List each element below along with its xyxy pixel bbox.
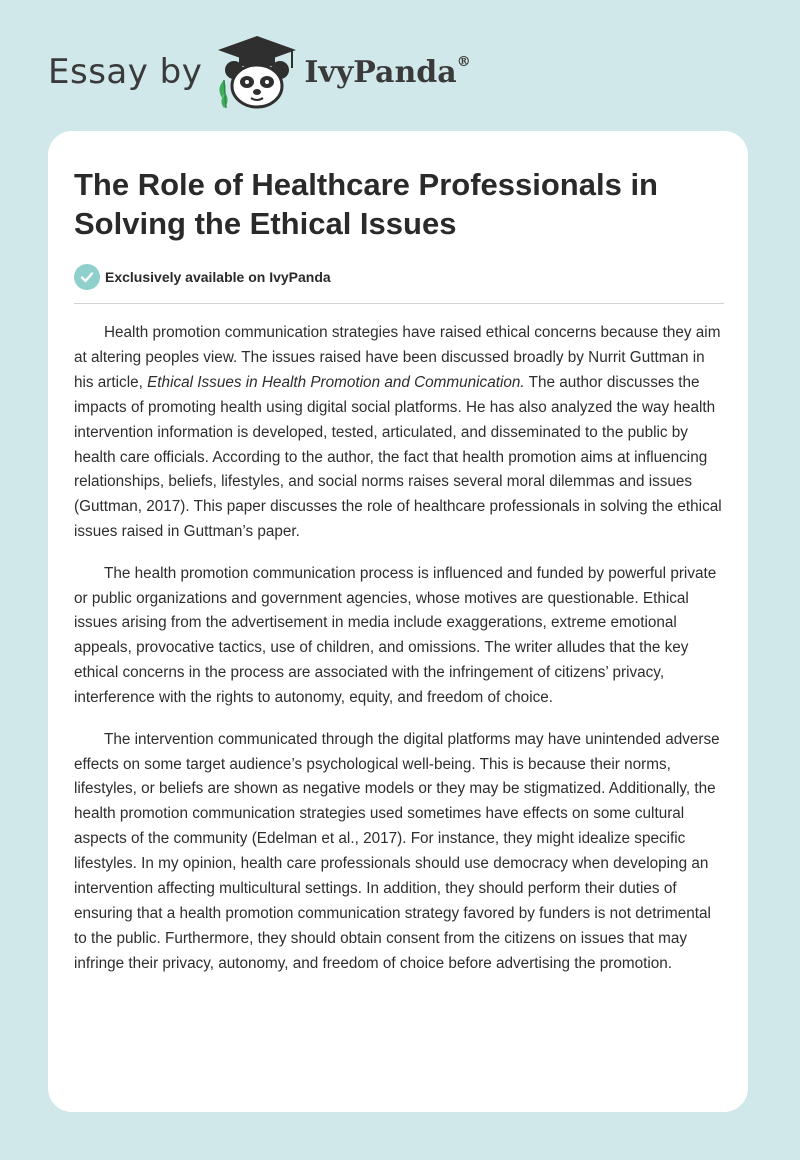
registered-mark: ® <box>456 54 471 70</box>
essay-card <box>48 131 748 1112</box>
essay-by-label: Essay by <box>48 52 203 92</box>
essay-body <box>74 321 724 993</box>
check-icon <box>74 264 100 290</box>
exclusive-badge <box>74 264 331 290</box>
panda-graduate-icon[interactable] <box>214 34 300 110</box>
site-header <box>48 34 471 110</box>
article-title-citation: Ethical Issues in Health Promotion and Communication. <box>147 373 525 391</box>
badge-label: Exclusively available on IvyPanda <box>105 269 331 285</box>
paragraph-2: The health promotion communication process is influenced and funded by powerful private or public organizations and government agencies, whose motives are questionable. Ethical issues arising from the advertisement in media include exaggerations, extreme emotional appeals, provocative tactics, use of children, and omissions. The writer alludes that the key ethical concerns in the process are associated with the infringement of citizens’ privacy, interference with the rights to autonomy, equity, and freedom of choice. <box>74 564 717 707</box>
paragraph-1: Health promotion communication strategies have raised ethical concerns because they aim at altering peoples view. The issues raised have been discussed broadly by Nurrit Guttman in his article, Ethical Issues in Health Promotion and Communication. The author discusses the impacts of promoting health using digital social platforms. He has also analyzed the way health intervention information is developed, tested, articulated, and disseminated to the public by health care officials. According to the author, the fact that health promotion aims at influencing relationships, beliefs, lifestyles, and social norms raises several moral dilemmas and issues (Guttman, 2017). This paper discusses the role of healthcare professionals in solving the ethical issues raised in Guttman’s paper. <box>74 324 722 541</box>
brand-name[interactable]: IvyPanda® <box>304 54 471 90</box>
paragraph-3: The intervention communicated through the digital platforms may have unintended adverse effects on some target audience’s psychological well-being. This is because their norms, lifestyles, or beliefs are shown as negative models or they may be stigmatized. Additionally, the health promotion communication strategies used sometimes have effects on some cultural aspects of the community (Edelman et al., 2017). For instance, they might idealize specific lifestyles. In my opinion, health care professionals should use democracy when developing an intervention affecting multicultural settings. In addition, they should perform their duties of ensuring that a health promotion communication strategy favored by funders is not detrimental to the public. Furthermore, they should obtain consent from the citizens on issues that may infringe their privacy, autonomy, and freedom of choice before advertising the promotion. <box>74 730 720 972</box>
divider <box>74 303 724 304</box>
page-title: The Role of Healthcare Professionals in Solving the Ethical Issues <box>74 167 658 241</box>
